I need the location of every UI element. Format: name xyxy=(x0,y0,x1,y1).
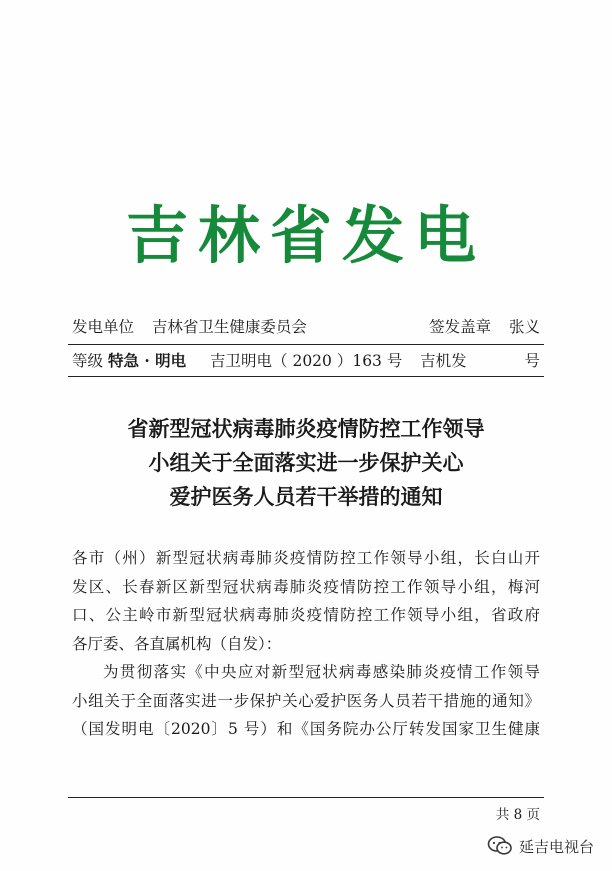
masthead-title: 吉林省发电 xyxy=(125,199,486,272)
hao-label: 号 xyxy=(524,352,540,370)
level-label: 等级 xyxy=(72,352,104,370)
footer-rule xyxy=(68,797,544,798)
wechat-channel-icon xyxy=(487,835,513,857)
body-line: 口、公主岭市新型冠状病毒肺炎疫情防控工作领导小组，省政府 xyxy=(72,606,540,624)
ji-ji-fa-label: 吉机发 xyxy=(420,352,467,370)
document-body xyxy=(72,544,540,744)
title-line: 小组关于全面落实进一步保护关心 xyxy=(148,450,464,475)
watermark-text: 延吉电视台 xyxy=(518,837,594,856)
sender-label: 发电单位 xyxy=(72,318,135,336)
signer-label: 签发盖章 xyxy=(429,318,492,336)
header-rule-1 xyxy=(68,344,544,345)
sender-info xyxy=(72,316,307,338)
body-line: 各厅委、各直属机构（自发）： xyxy=(72,634,282,653)
body-line: 为贯彻落实《中央应对新型冠状病毒感染肺炎疫情工作领导 xyxy=(103,663,540,681)
sender-value: 吉林省卫生健康委员会 xyxy=(151,318,307,336)
watermark xyxy=(487,832,594,860)
page-count: 共 8 页 xyxy=(495,807,540,823)
signer-value: 张义 xyxy=(508,318,540,336)
signer-info xyxy=(429,316,540,338)
doc-number: 吉卫明电（ 2020 ）163 号 xyxy=(210,352,403,370)
level-info xyxy=(72,350,402,372)
level-row xyxy=(72,350,540,374)
header-rule-2 xyxy=(68,376,544,377)
document-title xyxy=(60,412,552,514)
level-value: 特急 · 明电 xyxy=(107,351,187,370)
body-line: 小组关于全面落实进一步保护关心爱护医务人员若干措施的通知》 xyxy=(72,691,540,710)
sender-row xyxy=(72,316,540,340)
addressee-paragraph xyxy=(72,544,540,658)
title-line: 省新型冠状病毒肺炎疫情防控工作领导 xyxy=(127,416,485,441)
main-paragraph xyxy=(72,658,540,744)
body-line: 各市（州）新型冠状病毒肺炎疫情防控工作领导小组，长白山开 xyxy=(72,549,540,567)
title-line: 爱护医务人员若干举措的通知 xyxy=(169,484,443,509)
body-line: （国发明电〔2020〕5 号）和《国务院办公厅转发国家卫生健康 xyxy=(72,720,540,738)
ji-ji-fa-info xyxy=(420,350,540,372)
body-line: 发区、长春新区新型冠状病毒肺炎疫情防控工作领导小组，梅河 xyxy=(72,577,540,596)
